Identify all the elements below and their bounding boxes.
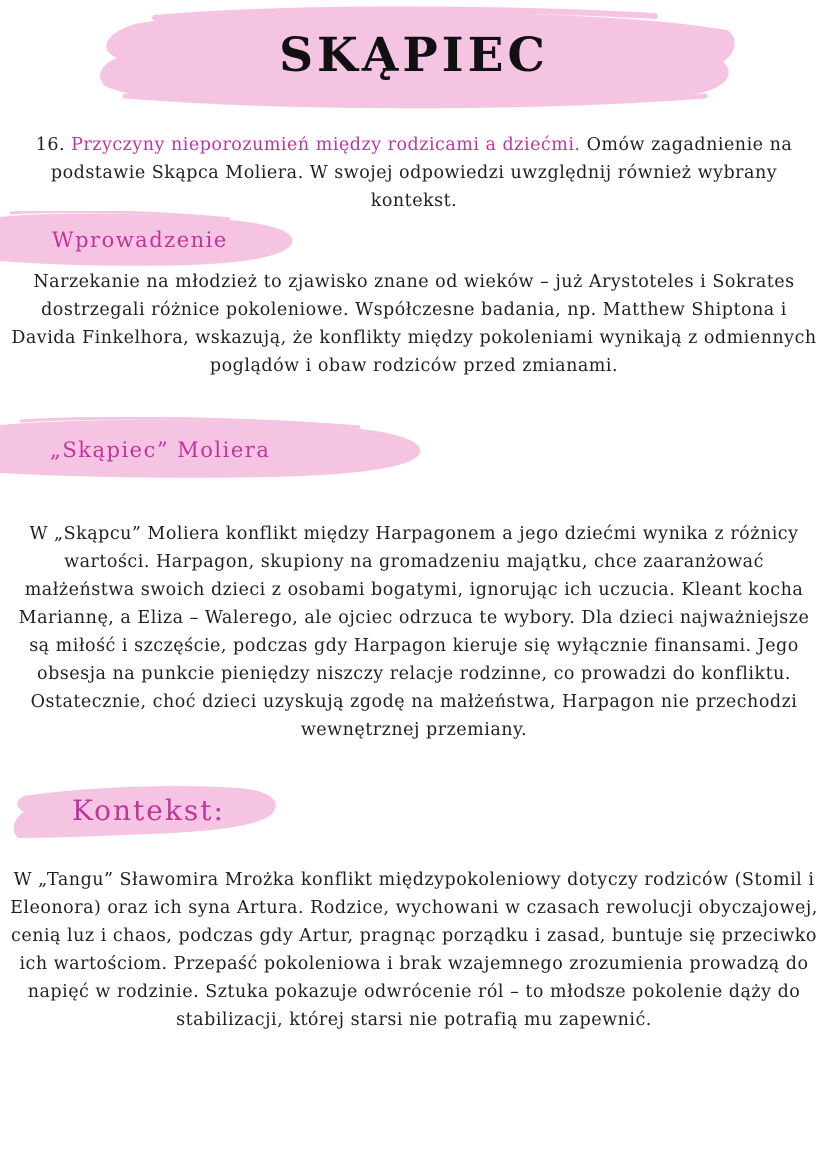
question-instructions: Omów zagadnienie na podstawie Skąpca Moliera. W swojej odpowiedzi uwzględnij również wybrany kontekst. <box>50 135 793 211</box>
section-text-skapiec: W „Skąpcu” Moliera konflikt między Harpagonem a jego dziećmi wynika z różnicy wartości. Harpagon, skupiony na gromadzeniu majątku, chce zaaranżować małżeństwa swoich dzieci z osobami bogatymi, ignorując ich uczucia. Kleant kocha Mariannę, a Eliza – Walerego, ale ojciec odrzuca te wybory. Dla dzieci najważniejsze są miłość i szczęście, podczas gdy Harpagon kieruje się wyłącznie finansami. Jego obsesja na punkcie pieniędzy niszczy relacje rodzinne, co prowadzi do konfliktu. Ostatecznie, choć dzieci uzyskują zgodę na małżeństwa, Harpagon nie przechodzi wewnętrznej przemiany. <box>18 524 810 740</box>
section-heading-intro: Wprowadzenie <box>52 228 228 252</box>
section-text-context: W „Tangu” Sławomira Mrożka konflikt międzypokoleniowy dotyczy rodziców (Stomil i Eleonora) oraz ich syna Artura. Rodzice, wychowani w czasach rewolucji obyczajowej, cenią luz i chaos, podczas gdy Artur, pragnąc porządku i zasad, buntuje się przeciwko ich wartościom. Przepaść pokoleniowa i brak wzajemnego zrozumienia prowadzą do napięć w rodzinie. Sztuka pokazuje odwrócenie ról – to młodsze pokolenie dąży do stabilizacji, której starsi nie potrafią mu zapewnić. <box>10 870 818 1030</box>
section-heading-context: Kontekst: <box>72 794 225 827</box>
page-title: SKĄPIEC <box>279 28 549 83</box>
question-prompt <box>10 131 818 215</box>
section-heading-skapiec: „Skąpiec” Moliera <box>50 438 271 462</box>
question-number: 16. <box>35 135 66 155</box>
section-text-intro: Narzekanie na młodzież to zjawisko znane od wieków – już Arystoteles i Sokrates dostrzegali różnice pokoleniowe. Współczesne badania, np. Matthew Shiptona i Davida Finkelhora, wskazują, że konflikty między pokoleniami wynikają z odmiennych poglądów i obaw rodziców przed zmianami. <box>11 272 817 376</box>
question-topic: Przyczyny nieporozumień między rodzicami a dziećmi. <box>71 135 581 155</box>
